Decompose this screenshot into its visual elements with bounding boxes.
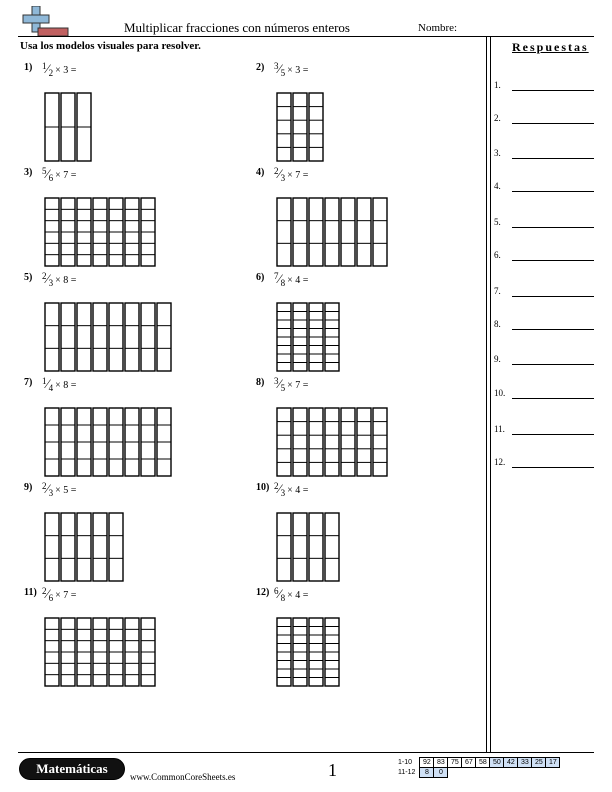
fraction-bar: [293, 198, 307, 266]
fraction-bar: [309, 93, 323, 161]
multiplier: × 5 =: [55, 485, 77, 496]
fraction-slash: ⁄: [46, 166, 49, 181]
score-cell: 92: [420, 758, 434, 768]
answer-label: 12.: [494, 457, 506, 467]
site-url: www.CommonCoreSheets.es: [130, 772, 236, 782]
numerator: 1: [42, 376, 47, 386]
fraction-bar: [293, 513, 307, 581]
problem-number: 3): [24, 167, 33, 178]
fraction-bar: [45, 303, 59, 371]
fraction-bar: [325, 408, 339, 476]
fraction-expression: [42, 481, 76, 497]
score-cell: 17: [546, 758, 560, 768]
score-cell: 25: [532, 758, 546, 768]
multiplier: × 7 =: [287, 380, 309, 391]
problem-number: 5): [24, 272, 33, 283]
fraction-bar: [109, 513, 123, 581]
denominator: 3: [280, 173, 286, 183]
problem-number: 10): [256, 482, 270, 493]
score-row: [396, 758, 560, 768]
numerator: 5: [42, 166, 47, 176]
score-cell: 33: [518, 758, 532, 768]
answer-blank[interactable]: [512, 467, 594, 468]
visual-model: [44, 512, 124, 582]
visual-model: [276, 617, 340, 687]
score-row: [396, 768, 560, 778]
fraction-bar: [45, 513, 59, 581]
denominator: 6: [48, 593, 54, 603]
brand-badge: Matemáticas: [19, 758, 125, 780]
fraction-expression: [274, 586, 308, 602]
footer-divider: [18, 752, 594, 753]
multiplier: × 3 =: [55, 65, 77, 76]
numerator: 3: [274, 376, 279, 386]
fraction-bar: [325, 513, 339, 581]
visual-model: [44, 407, 172, 477]
problem-number: 12): [256, 587, 270, 598]
name-label: Nombre:: [418, 22, 458, 34]
answer-blank[interactable]: [512, 260, 594, 261]
answer-blank[interactable]: [512, 398, 594, 399]
fraction-bar: [373, 408, 387, 476]
page-number: 1: [328, 760, 337, 780]
instructions: Usa los modelos visuales para resolver.: [20, 40, 201, 52]
answer-blank[interactable]: [512, 158, 594, 159]
visual-model: [44, 92, 92, 162]
visual-model: [44, 197, 156, 267]
fraction-bar: [93, 513, 107, 581]
score-range: 11-12: [398, 769, 416, 776]
score-cell: 75: [448, 758, 462, 768]
numerator: 3: [274, 61, 279, 71]
denominator: 3: [280, 488, 286, 498]
score-cell: 0: [434, 768, 448, 778]
denominator: 6: [48, 173, 54, 183]
denominator: 8: [280, 278, 286, 288]
visual-model: [276, 302, 340, 372]
column-divider: [490, 36, 491, 752]
fraction-bar: [77, 303, 91, 371]
visual-model: [276, 197, 388, 267]
multiplier: × 7 =: [287, 170, 309, 181]
score-cell: 50: [490, 758, 504, 768]
fraction-bar: [109, 303, 123, 371]
fraction-bar: [277, 408, 291, 476]
fraction-expression: [42, 61, 76, 77]
answer-label: 10.: [494, 388, 506, 398]
multiplier: × 4 =: [287, 590, 309, 601]
fraction-bar: [61, 513, 75, 581]
multiplier: × 7 =: [55, 170, 77, 181]
fraction-bar: [341, 198, 355, 266]
fraction-bar: [373, 198, 387, 266]
fraction-bar: [77, 513, 91, 581]
problem-number: 2): [256, 62, 265, 73]
answer-label: 4.: [494, 181, 501, 191]
multiplier: × 3 =: [287, 65, 309, 76]
fraction-slash: ⁄: [46, 61, 49, 76]
fraction-bar: [141, 303, 155, 371]
multiplier: × 7 =: [55, 590, 77, 601]
numerator: 2: [42, 481, 47, 491]
fraction-slash: ⁄: [46, 481, 49, 496]
denominator: 2: [48, 68, 54, 78]
score-cell: 8: [420, 768, 434, 778]
fraction-slash: ⁄: [278, 271, 281, 286]
problem-number: 1): [24, 62, 33, 73]
problem-number: 4): [256, 167, 265, 178]
fraction-slash: ⁄: [278, 166, 281, 181]
problem-number: 11): [24, 587, 37, 598]
visual-model: [276, 512, 340, 582]
multiplier: × 8 =: [55, 275, 77, 286]
numerator: 6: [274, 586, 279, 596]
score-range: 1-10: [398, 759, 413, 766]
answer-blank[interactable]: [512, 434, 594, 435]
denominator: 5: [280, 383, 286, 393]
answer-blank[interactable]: [512, 123, 594, 124]
score-cell: 42: [504, 758, 518, 768]
fraction-expression: [42, 376, 76, 392]
fraction-expression: [42, 166, 76, 182]
logo-icon: [18, 6, 70, 38]
denominator: 4: [48, 383, 54, 393]
denominator: 3: [48, 278, 54, 288]
multiplier: × 4 =: [287, 275, 309, 286]
score-cell: 67: [462, 758, 476, 768]
denominator: 8: [280, 593, 286, 603]
score-cell: 58: [476, 758, 490, 768]
numerator: 2: [274, 166, 279, 176]
answer-blank[interactable]: [512, 90, 594, 91]
fraction-expression: [274, 166, 308, 182]
problem-number: 7): [24, 377, 33, 388]
fraction-bar: [309, 408, 323, 476]
visual-model: [44, 302, 172, 372]
answer-label: 1.: [494, 80, 501, 90]
numerator: 7: [274, 271, 279, 281]
fraction-expression: [274, 376, 308, 392]
answer-label: 5.: [494, 217, 501, 227]
fraction-bar: [293, 408, 307, 476]
fraction-bar: [61, 303, 75, 371]
fraction-bar: [309, 513, 323, 581]
answers-title: Respuestas: [512, 40, 589, 54]
fraction-slash: ⁄: [278, 61, 281, 76]
fraction-expression: [42, 271, 76, 287]
fraction-bar: [293, 93, 307, 161]
denominator: 5: [280, 68, 286, 78]
multiplier: × 4 =: [287, 485, 309, 496]
answer-blank[interactable]: [512, 227, 594, 228]
answer-label: 9.: [494, 354, 501, 364]
fraction-slash: ⁄: [278, 376, 281, 391]
answer-label: 8.: [494, 319, 501, 329]
fraction-bar: [357, 198, 371, 266]
header-divider: [18, 36, 594, 37]
fraction-bar: [93, 303, 107, 371]
fraction-slash: ⁄: [278, 586, 281, 601]
score-cell: 83: [434, 758, 448, 768]
answer-label: 2.: [494, 113, 501, 123]
numerator: 1: [42, 61, 47, 71]
fraction-expression: [274, 481, 308, 497]
fraction-bar: [277, 198, 291, 266]
answer-blank[interactable]: [512, 364, 594, 365]
answer-label: 11.: [494, 424, 505, 434]
score-table: [396, 757, 560, 778]
visual-model: [276, 92, 324, 162]
numerator: 2: [274, 481, 279, 491]
fraction-bar: [341, 408, 355, 476]
fraction-expression: [274, 271, 308, 287]
answer-blank[interactable]: [512, 329, 594, 330]
page-title: Multiplicar fracciones con números enteros: [124, 20, 350, 35]
answer-label: 3.: [494, 148, 501, 158]
fraction-expression: [274, 61, 308, 77]
fraction-expression: [42, 586, 76, 602]
problem-number: 6): [256, 272, 265, 283]
fraction-bar: [325, 198, 339, 266]
fraction-bar: [309, 198, 323, 266]
fraction-bar: [125, 303, 139, 371]
visual-model: [44, 617, 156, 687]
fraction-slash: ⁄: [46, 586, 49, 601]
answer-blank[interactable]: [512, 191, 594, 192]
numerator: 2: [42, 271, 47, 281]
multiplier: × 8 =: [55, 380, 77, 391]
problem-number: 8): [256, 377, 265, 388]
visual-model: [276, 407, 388, 477]
answer-label: 6.: [494, 250, 501, 260]
column-divider: [486, 36, 487, 752]
fraction-bar: [277, 513, 291, 581]
problem-number: 9): [24, 482, 33, 493]
fraction-slash: ⁄: [46, 271, 49, 286]
fraction-bar: [357, 408, 371, 476]
fraction-slash: ⁄: [278, 481, 281, 496]
numerator: 2: [42, 586, 47, 596]
fraction-bar: [277, 93, 291, 161]
denominator: 3: [48, 488, 54, 498]
answer-label: 7.: [494, 286, 501, 296]
fraction-bar: [157, 303, 171, 371]
fraction-slash: ⁄: [46, 376, 49, 391]
answer-blank[interactable]: [512, 296, 594, 297]
